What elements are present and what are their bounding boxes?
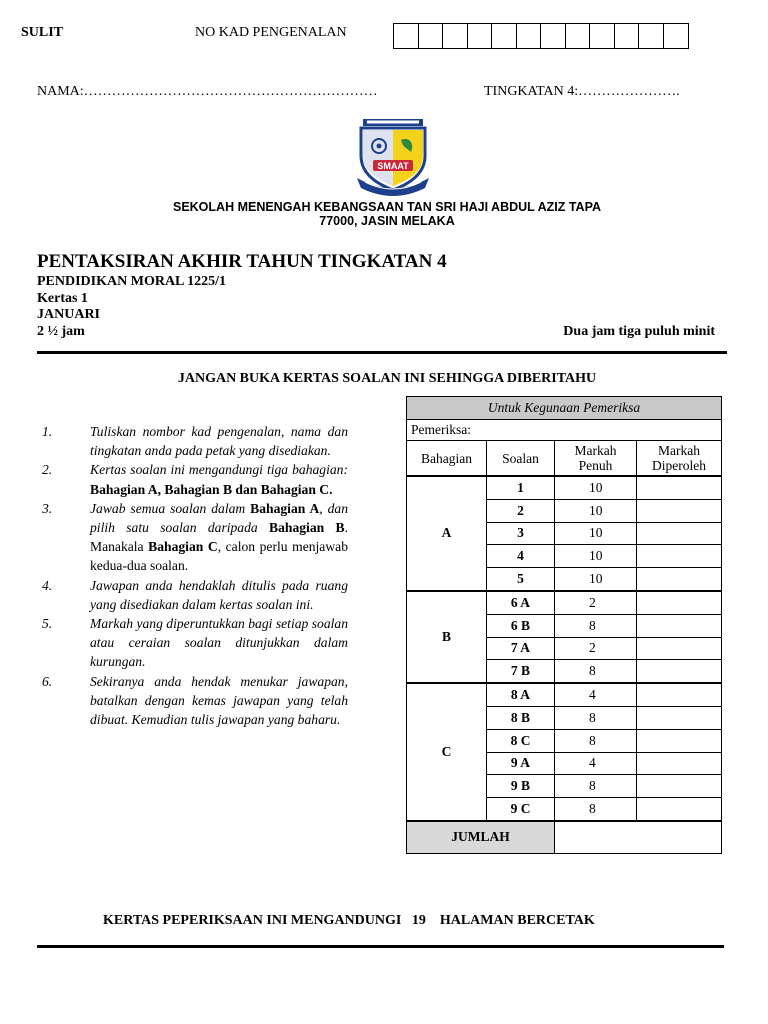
- instruction-number: 5.: [42, 616, 53, 632]
- exam-duration: 2 ½ jam: [37, 324, 85, 339]
- obtained-marks-cell[interactable]: [637, 545, 722, 568]
- ic-digit-box[interactable]: [394, 24, 419, 48]
- question-cell: 6 A: [487, 591, 555, 614]
- instruction-text: Bahagian C: [148, 539, 218, 555]
- school-address: 77000, JASIN MELAKA: [319, 214, 455, 228]
- full-marks-cell: 8: [555, 729, 637, 752]
- full-marks-cell: 2: [555, 637, 637, 660]
- question-cell: 5: [487, 568, 555, 591]
- obtained-marks-cell[interactable]: [637, 637, 722, 660]
- table-row: [407, 476, 722, 499]
- instruction-text: Bahagian A: [250, 500, 320, 516]
- instruction-item: [42, 499, 348, 576]
- section-cell: C: [407, 683, 487, 821]
- total-score-cell[interactable]: [555, 821, 722, 854]
- full-marks-cell: 10: [555, 568, 637, 591]
- instructions-list: [42, 422, 348, 729]
- exam-title: PENTAKSIRAN AKHIR TAHUN TINGKATAN 4: [37, 251, 447, 272]
- instruction-item: [42, 614, 348, 672]
- instruction-text: Sekiranya anda hendak menukar jawapan, batalkan dengan kemas jawapan yang telah dibuat. Kemudian tulis jawapan yang baharu.: [90, 673, 348, 728]
- instruction-number: 6.: [42, 673, 53, 689]
- full-marks-cell: 4: [555, 752, 637, 775]
- instruction-text: Markah yang diperuntukkan bagi setiap soalan atau ceraian soalan ditunjukkan dalam kurungan.: [90, 616, 348, 670]
- examiner-marks-table: [406, 396, 722, 854]
- obtained-marks-cell[interactable]: [637, 476, 722, 499]
- instruction-item: [42, 576, 348, 614]
- obtained-marks-cell[interactable]: [637, 729, 722, 752]
- table-row: [407, 591, 722, 614]
- ic-digit-box[interactable]: [517, 24, 542, 48]
- instruction-item: [42, 422, 348, 460]
- full-marks-cell: 8: [555, 706, 637, 729]
- question-cell: 8 C: [487, 729, 555, 752]
- full-marks-cell: 4: [555, 683, 637, 706]
- ic-digit-box[interactable]: [664, 24, 689, 48]
- obtained-marks-cell[interactable]: [637, 706, 722, 729]
- instruction-text: , dan pilih satu soalan daripada: [90, 500, 349, 536]
- exam-month: JANUARI: [37, 307, 100, 322]
- ic-label: NO KAD PENGENALAN: [195, 25, 347, 40]
- exam-paper: Kertas 1: [37, 291, 88, 306]
- header-divider: [37, 351, 727, 354]
- exam-subject: PENDIDIKAN MORAL 1225/1: [37, 274, 227, 289]
- question-cell: 8 B: [487, 706, 555, 729]
- instruction-number: 2.: [42, 462, 53, 478]
- ic-digit-box[interactable]: [419, 24, 444, 48]
- instruction-text: Bahagian A, Bahagian B dan Bahagian C.: [90, 481, 333, 497]
- obtained-marks-cell[interactable]: [637, 522, 722, 545]
- obtained-marks-cell[interactable]: [637, 499, 722, 522]
- full-marks-cell: 8: [555, 798, 637, 821]
- sulit-label: SULIT: [21, 25, 64, 40]
- school-logo: [351, 116, 435, 198]
- obtained-marks-cell[interactable]: [637, 775, 722, 798]
- full-marks-cell: 8: [555, 614, 637, 637]
- full-marks-cell: 10: [555, 499, 637, 522]
- ic-digit-box[interactable]: [443, 24, 468, 48]
- instruction-number: 3.: [42, 500, 53, 516]
- question-cell: 2: [487, 499, 555, 522]
- name-field[interactable]: NAMA:………………………………………………………: [37, 84, 378, 99]
- question-cell: 9 B: [487, 775, 555, 798]
- instruction-number: 4.: [42, 577, 53, 593]
- table-row: [407, 683, 722, 706]
- footer-text-1: KERTAS PEPERIKSAAN INI MENGANDUNGI: [103, 913, 402, 928]
- footer-text-2: HALAMAN BERCETAK: [439, 913, 595, 928]
- full-marks-cell: 2: [555, 591, 637, 614]
- ic-digit-box[interactable]: [541, 24, 566, 48]
- instruction-text: , calon perlu menjawab kedua-dua soalan.: [90, 539, 348, 574]
- obtained-marks-cell[interactable]: [637, 683, 722, 706]
- col-header-markah-diperoleh: Markah Diperoleh: [637, 441, 722, 477]
- col-header-bahagian: Bahagian: [407, 441, 487, 477]
- footer-page-count: 19: [411, 913, 426, 928]
- instruction-text: Bahagian B: [269, 520, 345, 536]
- ic-digit-box[interactable]: [639, 24, 664, 48]
- obtained-marks-cell[interactable]: [637, 798, 722, 821]
- instruction-text: Kertas soalan ini mengandungi tiga bahagian:: [90, 462, 348, 478]
- ic-digit-box[interactable]: [468, 24, 493, 48]
- instruction-text: Tuliskan nombor kad pengenalan, nama dan tingkatan anda pada petak yang disediakan.: [90, 424, 348, 459]
- instruction-item: [42, 460, 348, 498]
- col-header-markah-penuh: Markah Penuh: [555, 441, 637, 477]
- instruction-item: [42, 672, 348, 730]
- exam-duration-words: Dua jam tiga puluh minit: [563, 324, 715, 339]
- section-cell: A: [407, 476, 487, 591]
- obtained-marks-cell[interactable]: [637, 660, 722, 683]
- question-cell: 1: [487, 476, 555, 499]
- question-cell: 7 B: [487, 660, 555, 683]
- ic-digit-box[interactable]: [566, 24, 591, 48]
- question-cell: 7 A: [487, 637, 555, 660]
- obtained-marks-cell[interactable]: [637, 591, 722, 614]
- question-cell: 6 B: [487, 614, 555, 637]
- ic-digit-box[interactable]: [590, 24, 615, 48]
- warning-text: JANGAN BUKA KERTAS SOALAN INI SEHINGGA DIBERITAHU: [177, 371, 597, 386]
- ic-digit-box[interactable]: [615, 24, 640, 48]
- full-marks-cell: 10: [555, 545, 637, 568]
- full-marks-cell: 10: [555, 522, 637, 545]
- question-cell: 4: [487, 545, 555, 568]
- instruction-text: Jawab semua soalan dalam: [90, 500, 251, 516]
- ic-digit-box[interactable]: [492, 24, 517, 48]
- instruction-text: . Manakala: [90, 520, 348, 555]
- school-name: SEKOLAH MENENGAH KEBANGSAAN TAN SRI HAJI ABDUL AZIZ TAPA: [172, 200, 601, 214]
- full-marks-cell: 10: [555, 476, 637, 499]
- table-title: Untuk Kegunaan Pemeriksa: [407, 397, 722, 420]
- footer-note: [103, 913, 595, 929]
- section-cell: B: [407, 591, 487, 683]
- obtained-marks-cell[interactable]: [637, 614, 722, 637]
- logo-text: SMAAT: [377, 161, 409, 171]
- footer-divider: [37, 945, 724, 948]
- total-label: JUMLAH: [407, 821, 555, 854]
- question-cell: 8 A: [487, 683, 555, 706]
- obtained-marks-cell[interactable]: [637, 568, 722, 591]
- full-marks-cell: 8: [555, 660, 637, 683]
- instruction-number: 1.: [42, 424, 53, 439]
- question-cell: 9 C: [487, 798, 555, 821]
- obtained-marks-cell[interactable]: [637, 752, 722, 775]
- question-cell: 3: [487, 522, 555, 545]
- instruction-text: Jawapan anda hendaklah ditulis pada ruang yang disediakan dalam kertas soalan ini.: [90, 577, 348, 612]
- col-header-soalan: Soalan: [487, 441, 555, 477]
- question-cell: 9 A: [487, 752, 555, 775]
- full-marks-cell: 8: [555, 775, 637, 798]
- examiner-label: Pemeriksa:: [407, 420, 722, 441]
- form-field[interactable]: TINGKATAN 4:………………….: [484, 84, 680, 99]
- ic-number-boxes[interactable]: [393, 23, 689, 49]
